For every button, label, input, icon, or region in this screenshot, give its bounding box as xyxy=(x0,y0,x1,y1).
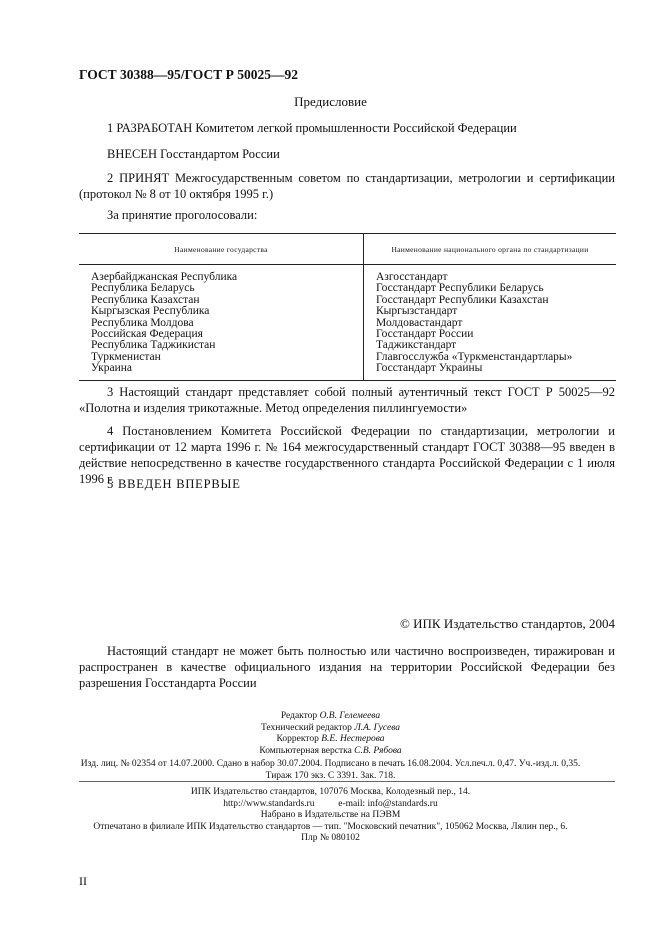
voted-label: За принятие проголосовали: xyxy=(107,208,258,222)
state-item: Республика Казахстан xyxy=(91,293,200,306)
foreword-title: Предисловие xyxy=(294,94,367,109)
imprint-credits xyxy=(0,711,661,757)
p1b-keyword: ВНЕСЕН xyxy=(107,147,157,161)
state-item: Кыргызская Республика xyxy=(91,305,210,318)
p2-text: Межгосударственным советом по стандартизации, метрологии и сертификации (протокол № 8 от 10 октября 1995 г.) xyxy=(79,171,615,201)
body-item: Госстандарт Украины xyxy=(376,362,483,375)
p1b-text: Госстандартом России xyxy=(160,147,280,161)
paragraph-4: 4 Постановлением Комитета Российской Федерации по стандартизации, метрологии и сертификации от 12 марта 1996 г. № 164 межгосударственный стандарт ГОСТ 30388—95 введен в действие непосредственно в качестве государственного стандарта Российской Федерации с 1 июля 1996 г. xyxy=(79,424,615,486)
printer-address: Отпечатано в филиале ИПК Издательство стандартов — тип. "Московский печатник", 105062 Москва, Лялин пер., 6. xyxy=(93,821,568,832)
printer-license: Плр № 080102 xyxy=(301,833,360,843)
state-item: Азербайджанская Республика xyxy=(91,271,238,283)
document-header: ГОСТ 30388—95/ГОСТ Р 50025—92 xyxy=(79,67,298,82)
voting-table xyxy=(79,233,616,381)
editor-line: Редактор О.В. Гелемеева xyxy=(280,711,381,721)
paragraph-1b xyxy=(79,146,615,162)
reproduction-notice: Настоящий стандарт не может быть полностью или частично воспроизведен, тиражирован и распространен в качестве официального издания на территории Российской Федерации без разрешения Госстандарта России xyxy=(79,644,615,690)
p2-keyword: ПРИНЯТ xyxy=(119,171,170,185)
typesetting-note: Набрано в Издательстве на ПЭВМ xyxy=(260,810,401,820)
corrector-line: Корректор В.Е. Нестерова xyxy=(276,734,385,744)
states-column xyxy=(79,265,364,381)
body-item: Госстандарт Республики Казахстан xyxy=(376,293,549,306)
paragraph-2 xyxy=(79,170,615,202)
imprint-divider xyxy=(79,781,615,782)
imprint-publication xyxy=(0,759,661,782)
publication-line-2: Тираж 170 экз. С 3391. Зак. 718. xyxy=(265,770,396,781)
copyright-notice: © ИПК Издательство стандартов, 2004 xyxy=(400,616,615,631)
p2-number: 2 xyxy=(107,171,114,185)
body-item: Госстандарт России xyxy=(376,328,474,341)
bodies-column xyxy=(364,265,617,381)
table-header-state: Наименование государства xyxy=(79,234,364,265)
paragraph-5: 5 ВВЕДЕН ВПЕРВЫЕ xyxy=(107,477,241,491)
imprint-publisher xyxy=(0,787,661,845)
body-item: Азгосстандарт xyxy=(376,271,448,283)
state-item: Туркменистан xyxy=(91,350,161,363)
p1-number: 1 xyxy=(107,121,114,135)
paragraph-3: 3 Настоящий стандарт представляет собой полный аутентичный текст ГОСТ Р 50025—92 «Полотна и изделия трикотажные. Метод определения пиллингуемости» xyxy=(79,385,615,415)
tech-editor-line: Технический редактор Л.А. Гусева xyxy=(260,722,401,733)
state-item: Республика Беларусь xyxy=(91,282,195,295)
p1-text: Комитетом легкой промышленности Российской Федерации xyxy=(195,121,517,135)
body-item: Главгосслужба «Туркменстандартлары» xyxy=(376,350,573,363)
state-item: Российская Федерация xyxy=(91,328,203,341)
publication-line-1: Изд. лиц. № 02354 от 14.07.2000. Сдано в набор 30.07.2004. Подписано в печать 16.08.2004. Усл.печ.л. 0,47. Уч.-изд.л. 0,35. xyxy=(80,759,581,769)
state-item: Украина xyxy=(91,362,132,375)
body-item: Кыргызстандарт xyxy=(376,305,458,318)
layout-line: Компьютерная верстка С.В. Рябова xyxy=(259,745,402,756)
paragraph-1 xyxy=(79,120,615,136)
body-item: Молдовастандарт xyxy=(376,316,463,329)
body-item: Таджикстандарт xyxy=(376,339,457,352)
body-item: Госстандарт Республики Беларусь xyxy=(376,282,544,295)
state-item: Республика Молдова xyxy=(91,316,194,329)
state-item: Республика Таджикистан xyxy=(91,339,216,352)
p1-keyword: РАЗРАБОТАН xyxy=(116,121,193,135)
publisher-web: http://www.standards.ru e-mail: info@standards.ru xyxy=(223,798,438,809)
table-header-body: Наименование национального органа по стандартизации xyxy=(364,234,617,265)
publisher-address: ИПК Издательство стандартов, 107076 Москва, Колодезный пер., 14. xyxy=(190,787,471,797)
page-number: II xyxy=(79,874,87,888)
